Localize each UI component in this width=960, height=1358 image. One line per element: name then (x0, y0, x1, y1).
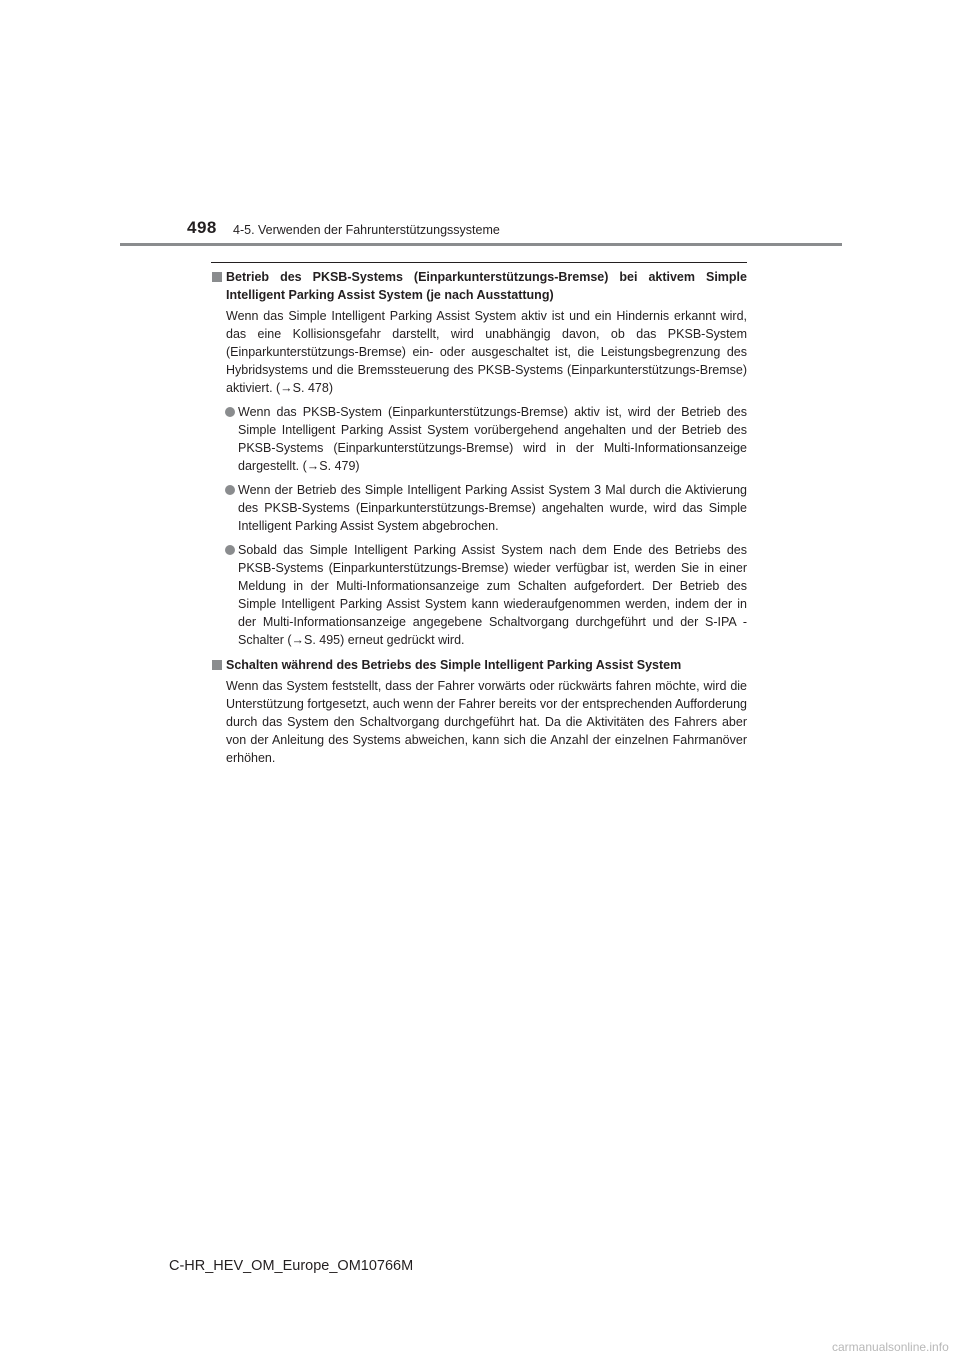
list-item-text: Wenn das PKSB-System (Einparkunterstützungs-Bremse) aktiv ist, wird der Betrieb des Simple Intelligent Parking Assist System vorübergehend angehalten und der Betrieb des PKSB-Systems (Einparkunterstützungs-Bremse) wird in der Multi-Informationsanzeige dargestellt. (→S. 479) (238, 405, 747, 473)
section-heading (211, 656, 747, 674)
page-number: 498 (187, 218, 217, 237)
list-item (211, 403, 747, 475)
round-bullet-icon (225, 545, 235, 555)
list-item-text: Sobald das Simple Intelligent Parking Assist System nach dem Ende des Betriebs des PKSB-Systems (Einparkunterstützungs-Bremse) wieder verfügbar ist, werden Sie in einer Meldung in der Multi-Informationsanzeige zum Schalten aufgefordert. Der Betrieb des Simple Intelligent Parking Assist System kann wiederaufgenommen werden, indem der in der Multi-Informationsanzeige angegebene Schaltvorgang durchgeführt und der S-IPA -Schalter (→S. 495) erneut gedrückt wird. (238, 543, 747, 647)
content-rule (211, 262, 747, 263)
list-item (211, 481, 747, 535)
list-item-text: Wenn der Betrieb des Simple Intelligent Parking Assist System 3 Mal durch die Aktivierung des PKSB-Systems (Einparkunterstützungs-Bremse) angehalten wurde, wird das Simple Intelligent Parking Assist System abgebrochen. (238, 483, 747, 533)
watermark: carmanualsonline.info (832, 1340, 949, 1354)
square-bullet-icon (212, 660, 222, 670)
round-bullet-icon (225, 485, 235, 495)
round-bullet-icon (225, 407, 235, 417)
section-heading (211, 268, 747, 304)
section-heading-text: Schalten während des Betriebs des Simple Intelligent Parking Assist System (226, 658, 682, 672)
section-title: 4-5. Verwenden der Fahrunterstützungssysteme (233, 223, 500, 237)
content (211, 268, 747, 774)
list-item (211, 541, 747, 649)
section-heading-text: Betrieb des PKSB-Systems (Einparkunterstützungs-Bremse) bei aktivem Simple Intelligent Parking Assist System (je nach Ausstattung) (226, 270, 747, 302)
square-bullet-icon (212, 272, 222, 282)
section-1 (211, 268, 747, 649)
section-paragraph: Wenn das System feststellt, dass der Fahrer vorwärts oder rückwärts fahren möchte, wird die Unterstützung fortgesetzt, auch wenn der Fahrer bereits vor der entsprechenden Aufforderung durch das System den Schaltvorgang durchgeführt hat. Da die Aktivitäten des Fahrers aber von der Anleitung des Systems abweichen, kann sich die Anzahl der einzelnen Fahrmanöver erhöhen. (226, 679, 747, 765)
section-paragraph: Wenn das Simple Intelligent Parking Assist System aktiv ist und ein Hindernis erkannt wird, das eine Kollisionsgefahr darstellt, wird unabhängig davon, ob das PKSB-System (Einparkunterstützungs-Bremse) ein- oder ausgeschaltet ist, die Leistungsbegrenzung des Hybridsystems und die Bremssteuerung des PKSB-Systems (Einparkunterstützungs-Bremse) aktiviert. (→S. 478) (226, 309, 747, 395)
section-2 (211, 656, 747, 767)
footer-document-id: C-HR_HEV_OM_Europe_OM10766M (169, 1258, 414, 1274)
header-rule (120, 243, 842, 246)
